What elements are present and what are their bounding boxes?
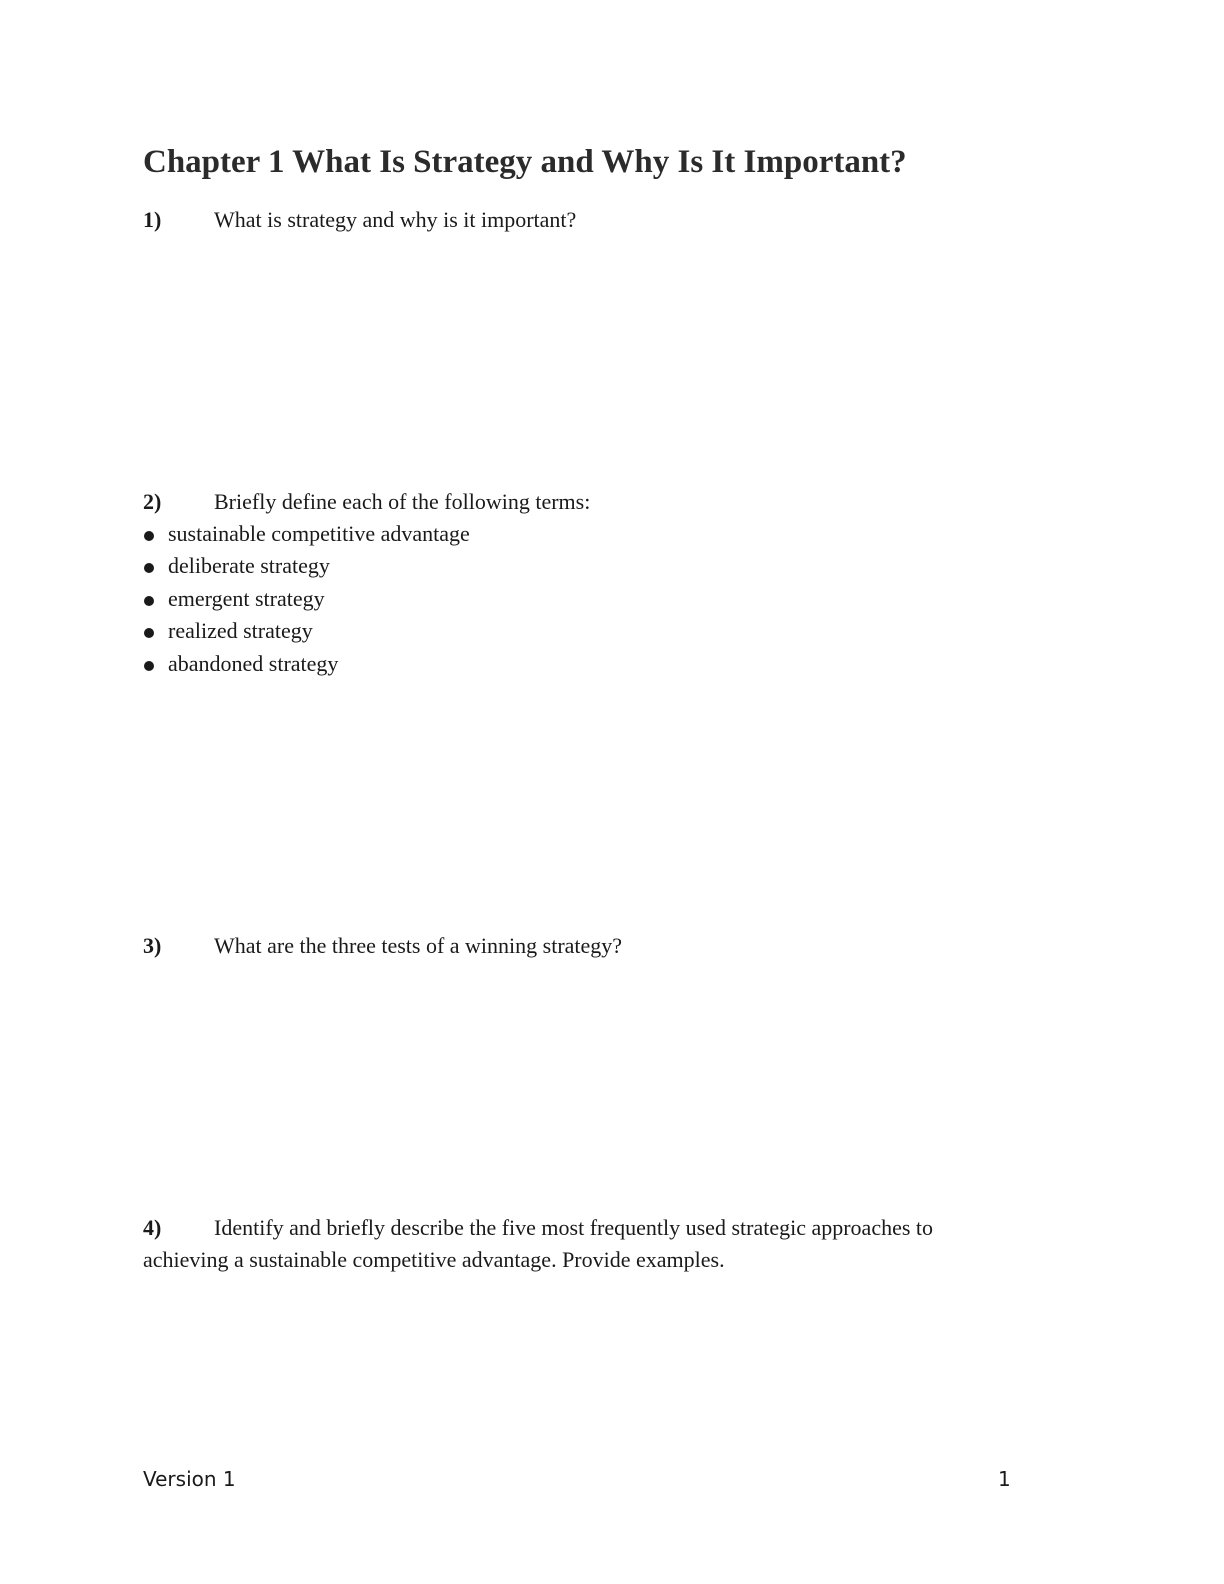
question-text: Briefly define each of the following terms:	[214, 489, 591, 514]
bullet-icon	[144, 563, 154, 573]
bullet-icon	[144, 628, 154, 638]
bullet-icon	[144, 661, 154, 671]
question-4	[143, 1212, 1023, 1276]
chapter-title: Chapter 1 What Is Strategy and Why Is It Important?	[143, 144, 907, 180]
question-number: 3)	[143, 933, 162, 958]
list-item	[143, 518, 470, 550]
term-label: sustainable competitive advantage	[168, 521, 470, 546]
term-label: realized strategy	[168, 618, 313, 644]
list-item	[143, 648, 470, 680]
term-label: deliberate strategy	[168, 553, 330, 579]
question-text: What is strategy and why is it important?	[214, 207, 577, 232]
list-item	[143, 583, 470, 615]
question-text: What are the three tests of a winning strategy?	[214, 933, 623, 958]
bullet-icon	[144, 596, 154, 606]
bullet-icon	[144, 531, 154, 541]
footer-version: Version 1	[143, 1467, 236, 1491]
question-number: 2)	[143, 489, 162, 514]
list-item	[143, 615, 470, 647]
question-number: 4)	[143, 1215, 162, 1240]
terms-list	[143, 518, 470, 680]
term-label: abandoned strategy	[168, 650, 339, 676]
footer-page-number: 1	[998, 1467, 1011, 1491]
term-label: emergent strategy	[168, 585, 325, 611]
list-item	[143, 550, 470, 582]
question-number: 1)	[143, 207, 162, 232]
question-text: Identify and briefly describe the five most frequently used strategic approaches to achieving a sustainable competitive advantage. Provide examples.	[143, 1215, 934, 1272]
